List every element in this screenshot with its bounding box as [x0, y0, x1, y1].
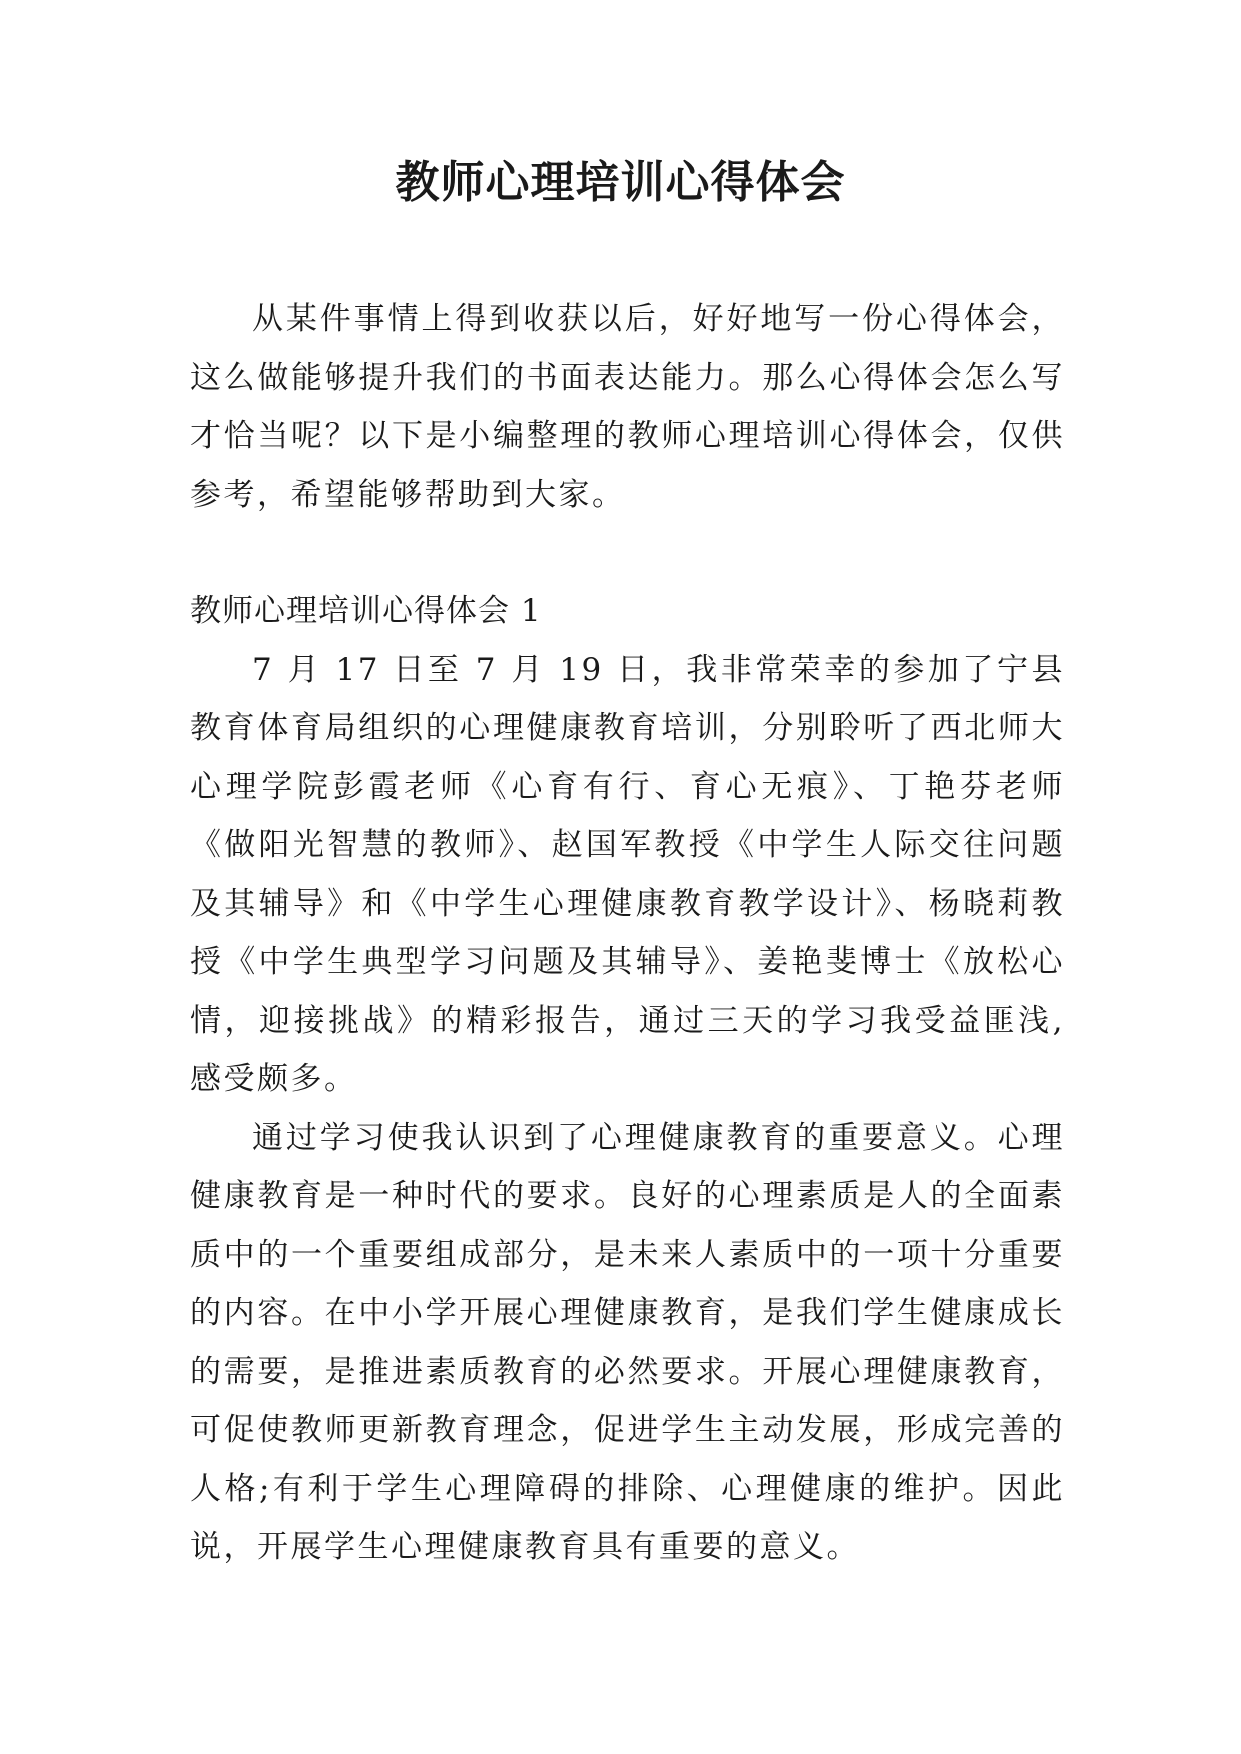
section-spacer — [190, 524, 1065, 582]
document-title: 教师心理培训心得体会 — [395, 157, 846, 208]
document-body — [190, 290, 1065, 1577]
section-heading: 教师心理培训心得体会 1 — [190, 593, 542, 629]
intro-paragraph: 从某件事情上得到收获以后，好好地写一份心得体会，这么做能够提升我们的书面表达能力。那么心得体会怎么写才恰当呢？以下是小编整理的教师心理培训心得体会，仅供参考，希望能够帮助到大家。 — [190, 301, 1065, 513]
body-paragraph: 通过学习使我认识到了心理健康教育的重要意义。心理健康教育是一种时代的要求。良好的心理素质是人的全面素质中的一个重要组成部分，是未来人素质中的一项十分重要的内容。在中小学开展心理健康教育，是我们学生健康成长的需要，是推进素质教育的必然要求。开展心理健康教育，可促使教师更新教育理念，促进学生主动发展，形成完善的人格;有利于学生心理障碍的排除、心理健康的维护。因此说，开展学生心理健康教育具有重要的意义。 — [190, 1119, 1065, 1565]
body-paragraph: 7 月 17 日至 7 月 19 日，我非常荣幸的参加了宁县教育体育局组织的心理健康教育培训，分别聆听了西北师大心理学院彭霞老师《心育有行、育心无痕》、丁艳芬老师《做阳光智慧的教师》、赵国军教授《中学生人际交往问题及其辅导》和《中学生心理健康教育教学设计》、杨晓莉教授《中学生典型学习问题及其辅导》、姜艳斐博士《放松心情，迎接挑战》的精彩报告，通过三天的学习我受益匪浅,感受颇多。 — [190, 651, 1065, 1097]
